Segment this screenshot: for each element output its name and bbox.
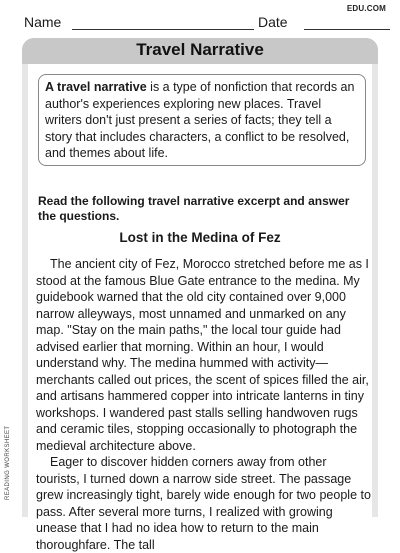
worksheet-page — [28, 64, 372, 552]
story-body — [36, 256, 372, 553]
name-label: Name — [24, 14, 62, 30]
page-title: Travel Narrative — [136, 40, 264, 59]
date-label: Date — [258, 14, 288, 30]
instructions: Read the following travel narrative excerpt and answer the questions. — [38, 194, 350, 223]
story-paragraph: Eager to discover hidden corners away from other tourists, I turned down a narrow side street. The passage grew increasingly tight, barely wide enough for two people to pass. After several more turns, I realized with growing unease that I had no idea how to return to the main thoroughfare. The tall — [36, 455, 371, 552]
side-label: READING WORKSHEET — [5, 425, 11, 500]
definition-text: is a type of nonfiction that records an author's experiences exploring new places. Travel writers don't just present a series of facts; they tell a story that includes characters, a conflict to be resolved, and themes about life. — [45, 80, 355, 160]
story-paragraph: The ancient city of Fez, Morocco stretched before me as I stood at the famous Blue Gate entrance to the medina. My guidebook warned that the old city contained over 9,000 narrow alleyways, most unnamed and unmarked on any map. "Stay on the main paths," the local tour guide had advised earlier that morning. Within an hour, I would understand why. The medina hummed with activity—merchants called out prices, the scent of spices filled the air, and artisans hammered copper into intricate lanterns in tiny workshops. I wandered past stalls selling handwoven rugs and ceramic tiles, stopping occasionally to photograph the medieval architecture above. — [36, 257, 369, 453]
title-bar — [22, 38, 378, 64]
definition-term: A travel narrative — [45, 80, 147, 94]
definition-box — [38, 74, 366, 166]
name-line[interactable] — [72, 29, 254, 30]
brand-logo: EDU.COM — [346, 4, 386, 13]
name-date-row — [14, 14, 386, 34]
worksheet — [22, 38, 378, 552]
date-line[interactable] — [304, 29, 390, 30]
story-title: Lost in the Medina of Fez — [119, 230, 281, 245]
